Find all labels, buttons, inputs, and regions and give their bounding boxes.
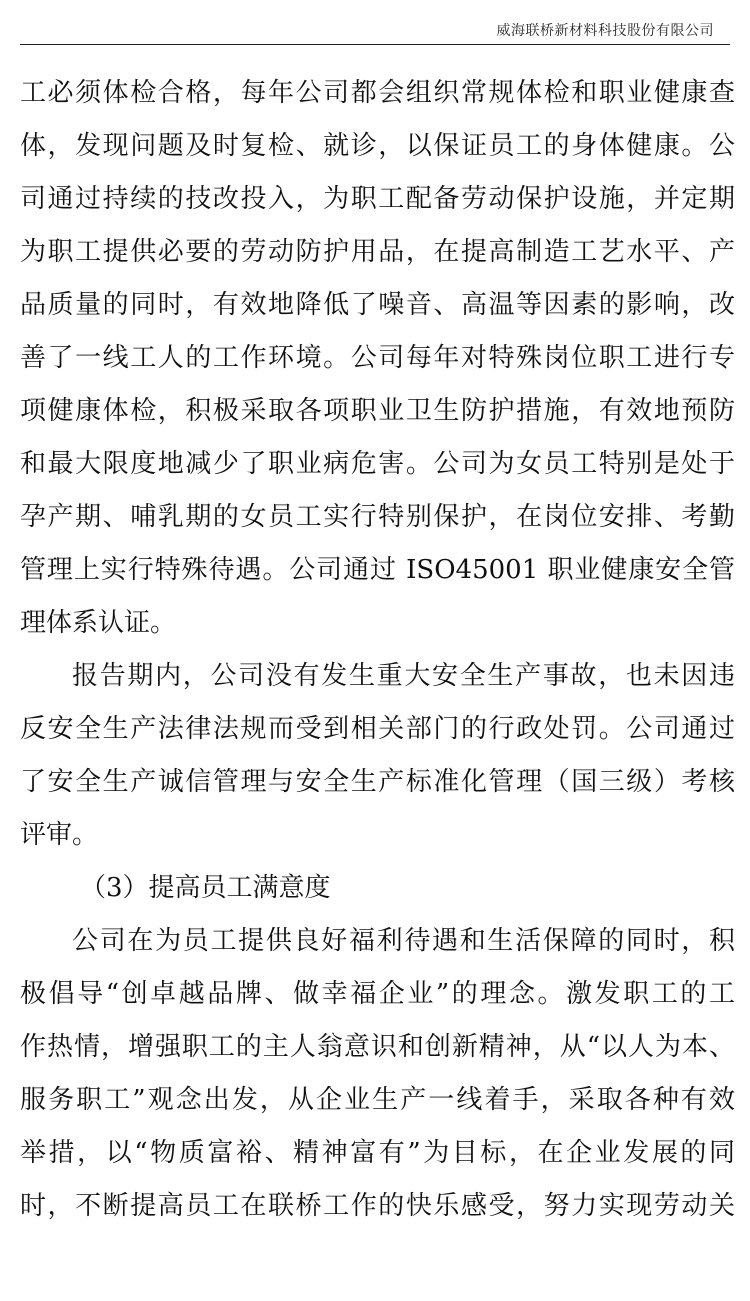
body-line: 评审。: [20, 820, 99, 850]
body-line: 善了一线工人的工作环境。公司每年对特殊岗位职工进行专: [20, 343, 735, 373]
paragraph-start-line: 公司在为员工提供良好福利待遇和生活保障的同时，积: [72, 926, 735, 956]
body-line: 项健康体检，积极采取各项职业卫生防护措施，有效地预防: [20, 396, 735, 426]
body-line: 极倡导“创卓越品牌、做幸福企业”的理念。激发职工的工: [20, 979, 735, 1009]
body-line: 品质量的同时，有效地降低了噪音、高温等因素的影响，改: [20, 290, 735, 320]
body-line: 和最大限度地减少了职业病危害。公司为女员工特别是处于: [20, 449, 735, 479]
header-divider: [20, 44, 730, 45]
body-line: 管理上实行特殊待遇。公司通过 ISO45001 职业健康安全管: [20, 555, 735, 585]
body-line: 反安全生产法律法规而受到相关部门的行政处罚。公司通过: [20, 714, 735, 744]
body-line: 为职工提供必要的劳动防护用品，在提高制造工艺水平、产: [20, 237, 735, 267]
body-line: 举措，以“物质富裕、精神富有”为目标，在企业发展的同: [20, 1138, 735, 1168]
body-line: 理体系认证。: [20, 608, 177, 638]
body-line: 孕产期、哺乳期的女员工实行特别保护，在岗位安排、考勤: [20, 502, 735, 532]
body-line: 作热情，增强职工的主人翁意识和创新精神，从“以人为本、: [20, 1032, 735, 1062]
body-line: 体，发现问题及时复检、就诊，以保证员工的身体健康。公: [20, 131, 735, 161]
section-heading: （3）提高员工满意度: [80, 873, 331, 903]
body-line: 时，不断提高员工在联桥工作的快乐感受，努力实现劳动关: [20, 1191, 735, 1221]
body-line: 工必须体检合格，每年公司都会组织常规体检和职业健康查: [20, 78, 735, 108]
body-line: 司通过持续的技改投入，为职工配备劳动保护设施，并定期: [20, 184, 735, 214]
body-line: 服务职工”观念出发，从企业生产一线着手，采取各种有效: [20, 1085, 735, 1115]
company-name: 威海联桥新材料科技股份有限公司: [496, 23, 714, 39]
body-line: 了安全生产诚信管理与安全生产标准化管理（国三级）考核: [20, 767, 735, 797]
paragraph-start-line: 报告期内，公司没有发生重大安全生产事故，也未因违: [72, 661, 735, 691]
